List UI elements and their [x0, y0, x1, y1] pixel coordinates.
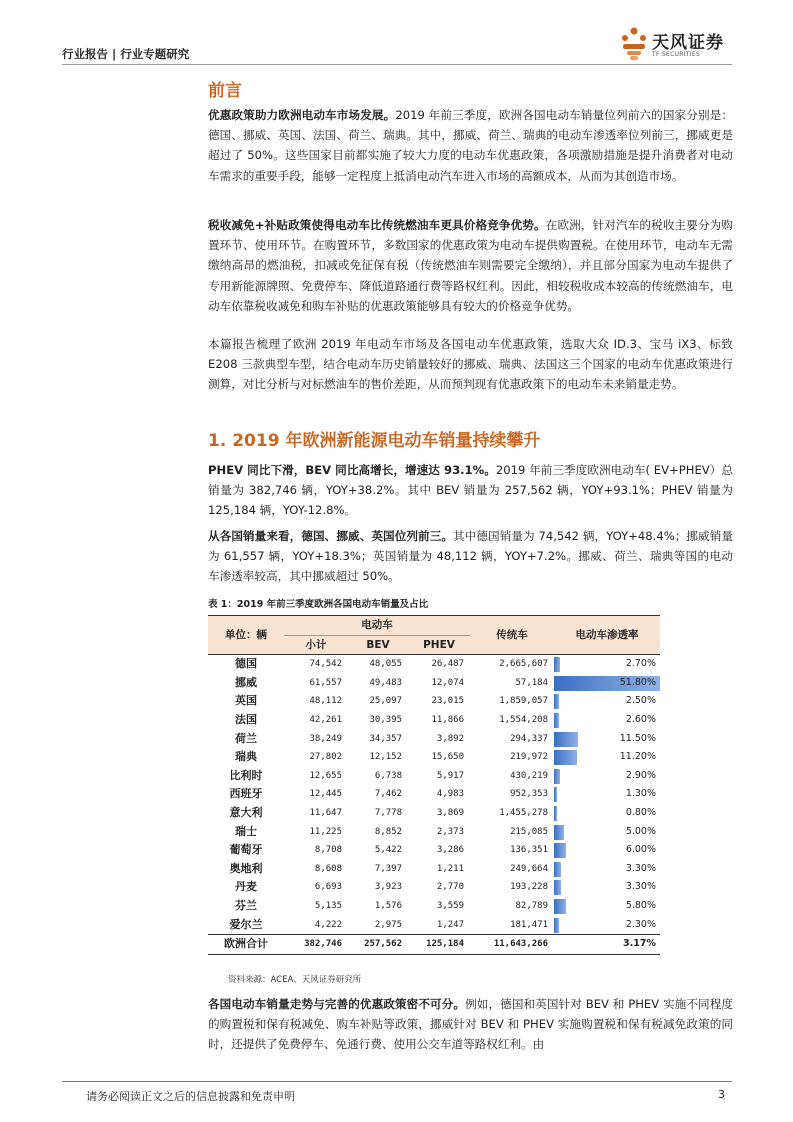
cell-country: 意大利: [229, 805, 263, 819]
header-penetration: 电动车渗透率: [554, 616, 660, 655]
footer-divider: [62, 1081, 732, 1082]
logo-name: 天风证券: [652, 33, 724, 53]
cell-country: 丹麦: [235, 880, 257, 894]
cell-penetration: 3.17%: [554, 935, 660, 955]
cell-country: 瑞典: [235, 750, 257, 764]
cell-bev: 49,483: [369, 677, 402, 688]
cell-bev: 34,357: [369, 733, 402, 744]
cell-country: 葡萄牙: [229, 843, 263, 857]
preface-p2-body: 在欧洲，针对汽车的税收主要分为购置环节、使用环节。在购置环节，多数国家的优惠政策为电动车提供购置税。在使用环节，电动车无需缴纳高昂的燃油税，扣减或免征保有税（传统燃油车则需要完全缴纳），并且部分国家为电动车提供了专用新能源牌照、免费停车、降低道路通行费等路权红利。因此，相较税收成本较高的传统燃油车，电动车依靠税收减免和购车补贴的优惠政策能够具有较大的价格竞争优势。: [208, 218, 733, 313]
cell-bev: 8,852: [374, 826, 402, 837]
cell-penetration: [554, 841, 660, 860]
cell-phev: 15,650: [431, 752, 464, 763]
cell-penetration: [554, 785, 660, 804]
cell-bev: 6,738: [374, 770, 402, 781]
penetration-bar: [554, 732, 578, 747]
cell-penetration: [554, 916, 660, 935]
penetration-bar: [554, 750, 577, 765]
cell-penetration: [554, 897, 660, 916]
preface-section: [208, 76, 733, 101]
cell-subtotal: 61,557: [309, 677, 342, 688]
penetration-value: 6.00%: [625, 844, 656, 856]
cell-phev: 26,487: [431, 659, 464, 670]
cell-country: 奥地利: [229, 861, 263, 875]
cell-country: 西班牙: [229, 787, 263, 801]
cell-country: 芬兰: [235, 898, 257, 912]
cell-country: 爱尔兰: [229, 917, 263, 931]
cell-penetration: [554, 655, 660, 674]
table-row: [208, 692, 660, 711]
cell-ice: 2,665,607: [499, 659, 548, 670]
cell-bev: 7,778: [374, 807, 402, 818]
penetration-value: 2.60%: [625, 713, 656, 725]
penetration-value: 0.80%: [625, 806, 656, 818]
side-decoration: [184, 72, 198, 430]
section-1-p2-lead: 从各国销量来看，德国、挪威、英国位列前三。: [208, 529, 454, 543]
cell-subtotal: 12,445: [309, 789, 342, 800]
penetration-bar: [554, 769, 560, 784]
preface-paragraph-3: [208, 334, 733, 395]
cell-penetration: [554, 767, 660, 786]
section-1: [208, 426, 733, 451]
section-1-paragraph-1: [208, 460, 733, 521]
cell-phev: 3,559: [436, 900, 464, 911]
cell-penetration: [554, 878, 660, 897]
cell-country: 德国: [235, 657, 257, 671]
penetration-value: 2.90%: [625, 769, 656, 781]
logo-english: TF SECURITIES: [652, 51, 701, 58]
cell-phev: 125,184: [408, 935, 470, 955]
ev-sales-table: [208, 615, 660, 955]
preface-paragraph-1: [208, 105, 733, 186]
cell-ice: 1,455,278: [499, 807, 548, 818]
penetration-bar: [554, 918, 559, 933]
preface-paragraph-2: [208, 215, 733, 316]
cell-bev: 30,395: [369, 714, 402, 725]
cell-subtotal: 6,693: [314, 882, 342, 893]
penetration-bar: [554, 825, 564, 840]
cell-phev: 3,286: [436, 845, 464, 856]
penetration-value: 1.30%: [625, 788, 656, 800]
table-row: [208, 841, 660, 860]
cell-bev: 2,975: [374, 919, 402, 930]
cell-phev: 1,211: [436, 863, 464, 874]
cell-subtotal: 74,542: [309, 659, 342, 670]
cell-country: 欧洲合计: [208, 935, 284, 955]
cell-phev: 12,074: [431, 677, 464, 688]
header-ev: 电动车: [284, 616, 470, 636]
penetration-value: 11.50%: [619, 732, 656, 744]
cell-bev: 5,422: [374, 845, 402, 856]
table-row: [208, 785, 660, 804]
closing-body: 例如，德国和英国针对 BEV 和 PHEV 实施不同程度的购置税和保有税减免、购车补贴等政策，挪威针对 BEV 和 PHEV 实施购置税和保有税减免政策的同时，还提供了免费停车、免通行费、使用公交车道等路权红利。由: [208, 997, 733, 1052]
cell-penetration: [554, 730, 660, 749]
cell-ice: 181,471: [510, 919, 548, 930]
penetration-bar: [554, 694, 559, 709]
cell-country: 荷兰: [235, 731, 257, 745]
penetration-value: 2.70%: [625, 658, 656, 670]
cell-ice: 952,353: [510, 789, 548, 800]
cell-phev: 3,892: [436, 733, 464, 744]
table-row: [208, 878, 660, 897]
cell-ice: 215,085: [510, 826, 548, 837]
section-1-p1-lead: PHEV 同比下滑，BEV 同比高增长，增速达 93.1%。: [208, 463, 496, 477]
table-row: [208, 804, 660, 823]
penetration-bar: [554, 899, 566, 914]
cell-ice: 294,337: [510, 733, 548, 744]
cell-penetration: [554, 748, 660, 767]
cell-subtotal: 48,112: [309, 696, 342, 707]
table-body: [208, 655, 660, 955]
cell-subtotal: 42,261: [309, 714, 342, 725]
cell-ice: 136,351: [510, 845, 548, 856]
cell-subtotal: 5,135: [314, 900, 342, 911]
cell-country: 英国: [235, 694, 257, 708]
cell-country: 比利时: [229, 768, 263, 782]
cell-bev: 12,152: [369, 752, 402, 763]
penetration-value: 11.20%: [619, 751, 656, 763]
header-bev: BEV: [348, 635, 408, 655]
cell-ice: 82,789: [515, 900, 548, 911]
section-1-p1-body: 2019 年前三季度欧洲电动车( EV+PHEV）总销量为 382,746 辆，YOY+38.2%。其中 BEV 销量为 257,562 辆，YOY+93.1%；PHEV 销量为 125,184 辆，YOY-12.8%。: [208, 463, 733, 518]
cell-bev: 25,097: [369, 696, 402, 707]
cell-penetration: [554, 711, 660, 730]
penetration-value: 5.80%: [625, 899, 656, 911]
cell-phev: 1,247: [436, 919, 464, 930]
table-source: 资料来源：ACEA、天风证券研究所: [228, 975, 362, 985]
cell-subtotal: 11,647: [309, 807, 342, 818]
cell-ice: 193,228: [510, 882, 548, 893]
closing-paragraph: [208, 994, 733, 1055]
cell-subtotal: 12,655: [309, 770, 342, 781]
cell-phev: 23,015: [431, 696, 464, 707]
preface-title: 前言: [208, 81, 242, 101]
header-divider: [62, 64, 732, 65]
section-1-p2-body: 其中德国销量为 74,542 辆，YOY+48.4%；挪威销量为 61,557 辆，YOY+18.3%；英国销量为 48,112 辆，YOY+7.2%。挪威、荷兰、瑞典等国的电动车渗透率较高，其中挪威超过 50%。: [208, 529, 733, 584]
cell-bev: 48,055: [369, 659, 402, 670]
penetration-value: 51.80%: [619, 676, 656, 688]
section-1-title: 1. 2019 年欧洲新能源电动车销量持续攀升: [208, 431, 541, 451]
cell-subtotal: 8,708: [314, 845, 342, 856]
cell-subtotal: 27,802: [309, 752, 342, 763]
cell-penetration: [554, 860, 660, 879]
table-row: [208, 897, 660, 916]
cell-ice: 430,219: [510, 770, 548, 781]
header-ice: 传统车: [470, 616, 554, 655]
cell-ice: 1,859,057: [499, 696, 548, 707]
penetration-bar: [554, 787, 557, 802]
cell-subtotal: 4,222: [314, 919, 342, 930]
cell-subtotal: 11,225: [309, 826, 342, 837]
preface-p1-lead: 优惠政策助力欧洲电动车市场发展。: [208, 108, 396, 122]
penetration-bar: [554, 713, 559, 728]
table-row: [208, 730, 660, 749]
penetration-bar: [554, 880, 561, 895]
cell-ice: 249,664: [510, 863, 548, 874]
cell-country: 瑞士: [235, 824, 257, 838]
cell-penetration: [554, 823, 660, 842]
cell-ice: 219,972: [510, 752, 548, 763]
cell-country: 挪威: [235, 675, 257, 689]
table-caption: 表 1：2019 年前三季度欧洲各国电动车销量及占比: [208, 599, 429, 610]
cell-bev: 7,462: [374, 789, 402, 800]
header-subtotal: 小计: [284, 635, 348, 655]
logo-mark-icon: [618, 26, 650, 62]
table-row: [208, 916, 660, 935]
cell-penetration: [554, 804, 660, 823]
cell-bev: 1,576: [374, 900, 402, 911]
cell-bev: 257,562: [348, 935, 408, 955]
cell-subtotal: 382,746: [284, 935, 348, 955]
table-row: [208, 860, 660, 879]
table-row: [208, 655, 660, 674]
table-row: [208, 711, 660, 730]
cell-subtotal: 8,608: [314, 863, 342, 874]
penetration-value: 3.30%: [625, 881, 656, 893]
penetration-bar: [554, 657, 560, 672]
header-phev: PHEV: [408, 635, 470, 655]
cell-ice: 57,184: [515, 677, 548, 688]
cell-country: 法国: [235, 712, 257, 726]
cell-ice: 11,643,266: [470, 935, 554, 955]
cell-bev: 3,923: [374, 882, 402, 893]
table-row: [208, 748, 660, 767]
preface-p3-body: 本篇报告梳理了欧洲 2019 年电动车市场及各国电动车优惠政策，选取大众 ID.3、宝马 iX3、标致 E208 三款典型车型，结合电动车历史销量较好的挪威、瑞典、法国这三个国家的电动车优惠政策进行测算，对比分析与对标燃油车的售价差距，从而预判现有优惠政策下的电动车未来销量走势。: [208, 337, 733, 392]
closing-lead: 各国电动车销量走势与完善的优惠政策密不可分。: [208, 997, 466, 1011]
table-row: [208, 823, 660, 842]
company-logo: [618, 24, 738, 64]
table-row: [208, 767, 660, 786]
penetration-bar: [554, 843, 566, 858]
penetration-bar: [554, 806, 557, 821]
page-number: 3: [718, 1088, 725, 1101]
preface-p1-body: 2019 年前三季度，欧洲各国电动车销量位列前六的国家分别是：德国、挪威、英国、法国、荷兰、瑞典。其中，挪威、荷兰、瑞典的电动车渗透率位列前三，挪威更是超过了 50%。这些国家目前都实施了较大力度的电动车优惠政策，各项激励措施是提升消费者对电动车需求的重要手段，能够一定程度上抵消电动汽车进入市场的高额成本，从而为其创造市场。: [208, 108, 733, 183]
cell-phev: 11,866: [431, 714, 464, 725]
penetration-value: 2.30%: [625, 918, 656, 930]
cell-penetration: [554, 674, 660, 693]
cell-bev: 7,397: [374, 863, 402, 874]
penetration-value: 5.00%: [625, 825, 656, 837]
penetration-bar: [554, 862, 561, 877]
cell-subtotal: 38,249: [309, 733, 342, 744]
penetration-value: 2.50%: [625, 695, 656, 707]
section-1-paragraph-2: [208, 526, 733, 587]
footer-disclaimer: 请务必阅读正文之后的信息披露和免责申明: [86, 1090, 295, 1103]
cell-phev: 4,983: [436, 789, 464, 800]
cell-ice: 1,554,208: [499, 714, 548, 725]
report-category: 行业报告 | 行业专题研究: [62, 47, 190, 61]
header-unit: 单位：辆: [208, 616, 284, 655]
cell-penetration: [554, 692, 660, 711]
cell-phev: 3,869: [436, 807, 464, 818]
table-total-row: [208, 935, 660, 955]
cell-phev: 2,373: [436, 826, 464, 837]
preface-p2-lead: 税收减免+补贴政策使得电动车比传统燃油车更具价格竞争优势。: [208, 218, 546, 232]
table-row: [208, 674, 660, 693]
cell-phev: 2,770: [436, 882, 464, 893]
cell-phev: 5,917: [436, 770, 464, 781]
penetration-value: 3.30%: [625, 862, 656, 874]
